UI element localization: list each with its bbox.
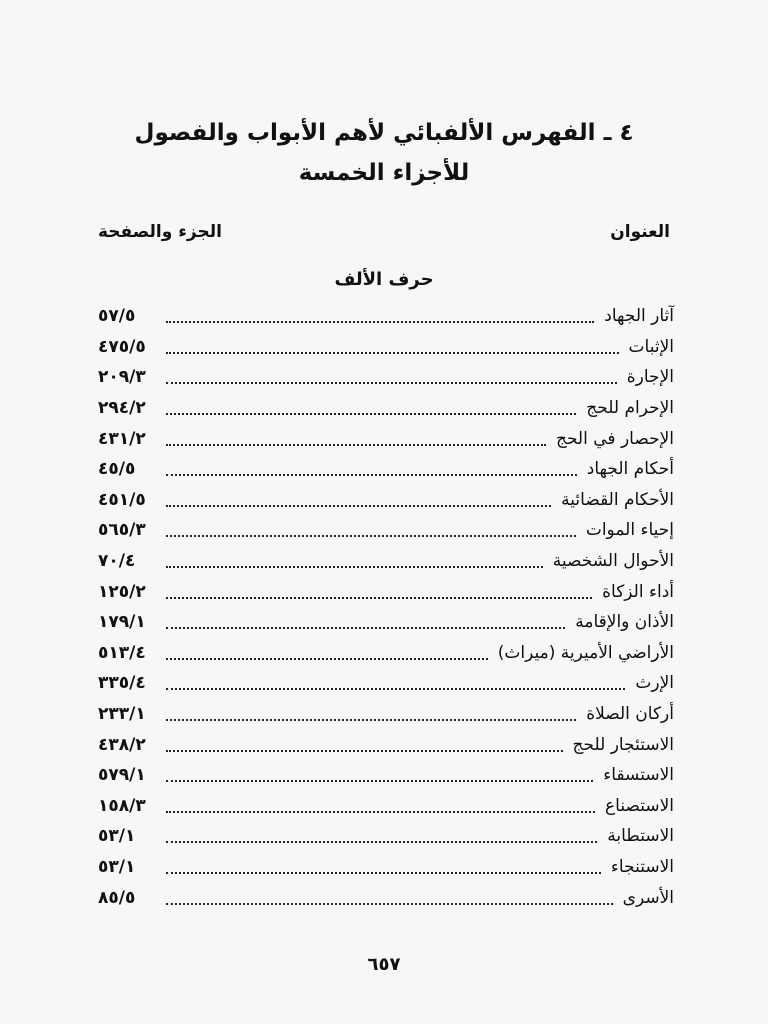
dot-leader bbox=[166, 811, 595, 813]
index-entry bbox=[98, 515, 674, 546]
index-entry bbox=[98, 729, 674, 760]
dot-leader bbox=[166, 321, 594, 323]
index-entry bbox=[98, 791, 674, 822]
index-entry bbox=[98, 607, 674, 638]
entry-ref: ٤٥/٥ bbox=[98, 459, 136, 480]
entry-ref: ١٥٨/٣ bbox=[98, 795, 146, 816]
entry-title: الأحوال الشخصية bbox=[552, 551, 674, 572]
index-entry bbox=[98, 454, 674, 485]
entry-title: الاستصناع bbox=[605, 795, 674, 816]
entry-title: الأراضي الأميرية (ميراث) bbox=[497, 642, 674, 663]
index-entry bbox=[98, 546, 674, 577]
entry-title: الأسرى bbox=[622, 887, 674, 908]
index-entry bbox=[98, 332, 674, 363]
dot-leader bbox=[166, 413, 576, 415]
dot-leader bbox=[166, 597, 592, 599]
dot-leader bbox=[166, 382, 617, 384]
dot-leader bbox=[166, 841, 597, 843]
entry-title: الاستسقاء bbox=[603, 765, 674, 786]
index-entry bbox=[98, 638, 674, 669]
entry-title: الإحرام للحج bbox=[586, 398, 674, 419]
entry-title: الاستئجار للحج bbox=[572, 734, 674, 755]
dot-leader bbox=[166, 872, 601, 874]
entry-title: الأذان والإقامة bbox=[575, 612, 674, 633]
entry-ref: ٣٣٥/٤ bbox=[98, 673, 146, 694]
entry-ref: ٥٣/١ bbox=[98, 856, 136, 877]
entry-title: الإحصار في الحج bbox=[555, 428, 674, 449]
column-ref-header: الجزء والصفحة bbox=[98, 222, 222, 242]
entry-ref: ٤٣٨/٢ bbox=[98, 734, 146, 755]
dot-leader bbox=[166, 352, 619, 354]
entry-ref: ٥٧/٥ bbox=[98, 306, 136, 327]
index-entry bbox=[98, 882, 674, 913]
index-entry bbox=[98, 760, 674, 791]
entry-ref: ٤٣١/٢ bbox=[98, 428, 146, 449]
entry-title: الإرث bbox=[635, 673, 674, 694]
section-title: حرف الألف bbox=[334, 269, 434, 290]
entry-ref: ٥٦٥/٣ bbox=[98, 520, 146, 541]
entry-ref: ٢٩٤/٢ bbox=[98, 398, 146, 419]
dot-leader bbox=[166, 658, 488, 660]
entry-ref: ١٧٩/١ bbox=[98, 612, 146, 633]
entry-title: أحكام الجهاد bbox=[586, 459, 674, 480]
entry-title: آثار الجهاد bbox=[604, 306, 674, 327]
index-entry bbox=[98, 423, 674, 454]
dot-leader bbox=[166, 750, 563, 752]
entry-title: الاستطابة bbox=[607, 826, 674, 847]
entry-ref: ٧٠/٤ bbox=[98, 551, 136, 572]
entry-ref: ١٢٥/٢ bbox=[98, 581, 146, 602]
index-entry bbox=[98, 821, 674, 852]
entry-title: أركان الصلاة bbox=[586, 704, 674, 725]
dot-leader bbox=[166, 566, 543, 568]
dot-leader bbox=[166, 903, 613, 905]
entry-ref: ٤٧٥/٥ bbox=[98, 336, 146, 357]
dot-leader bbox=[166, 535, 576, 537]
dot-leader bbox=[166, 719, 576, 721]
entry-title: الأحكام القضائية bbox=[561, 489, 674, 510]
entry-ref: ٥٧٩/١ bbox=[98, 765, 146, 786]
entry-title: الإجارة bbox=[626, 367, 674, 388]
dot-leader bbox=[166, 444, 546, 446]
entry-ref: ٥٣/١ bbox=[98, 826, 136, 847]
entry-ref: ٤٥١/٥ bbox=[98, 489, 146, 510]
index-entry bbox=[98, 485, 674, 516]
index-entry bbox=[98, 668, 674, 699]
dot-leader bbox=[166, 474, 577, 476]
page-number: ٦٥٧ bbox=[367, 954, 401, 975]
column-title-header: العنوان bbox=[610, 222, 670, 242]
entry-title: الاستنجاء bbox=[610, 856, 674, 877]
index-entry bbox=[98, 576, 674, 607]
dot-leader bbox=[166, 505, 551, 507]
index-heading: ٤ ـ الفهرس الألفبائي لأهم الأبواب والفصول bbox=[134, 120, 634, 146]
entry-title: إحياء الموات bbox=[585, 520, 674, 541]
entry-title: الإثبات bbox=[628, 336, 674, 357]
index-entry bbox=[98, 393, 674, 424]
index-entry bbox=[98, 362, 674, 393]
index-subheading: للأجزاء الخمسة bbox=[298, 160, 470, 186]
index-entry bbox=[98, 699, 674, 730]
dot-leader bbox=[166, 627, 565, 629]
entry-title: أداء الزكاة bbox=[602, 581, 674, 602]
index-entry bbox=[98, 852, 674, 883]
entry-ref: ٢٠٩/٣ bbox=[98, 367, 146, 388]
entry-ref: ٨٥/٥ bbox=[98, 887, 136, 908]
entry-ref: ٢٣٣/١ bbox=[98, 704, 146, 725]
index-entry bbox=[98, 301, 674, 332]
entry-ref: ٥١٣/٤ bbox=[98, 642, 146, 663]
dot-leader bbox=[166, 780, 593, 782]
index-entries bbox=[98, 301, 674, 913]
dot-leader bbox=[166, 688, 625, 690]
